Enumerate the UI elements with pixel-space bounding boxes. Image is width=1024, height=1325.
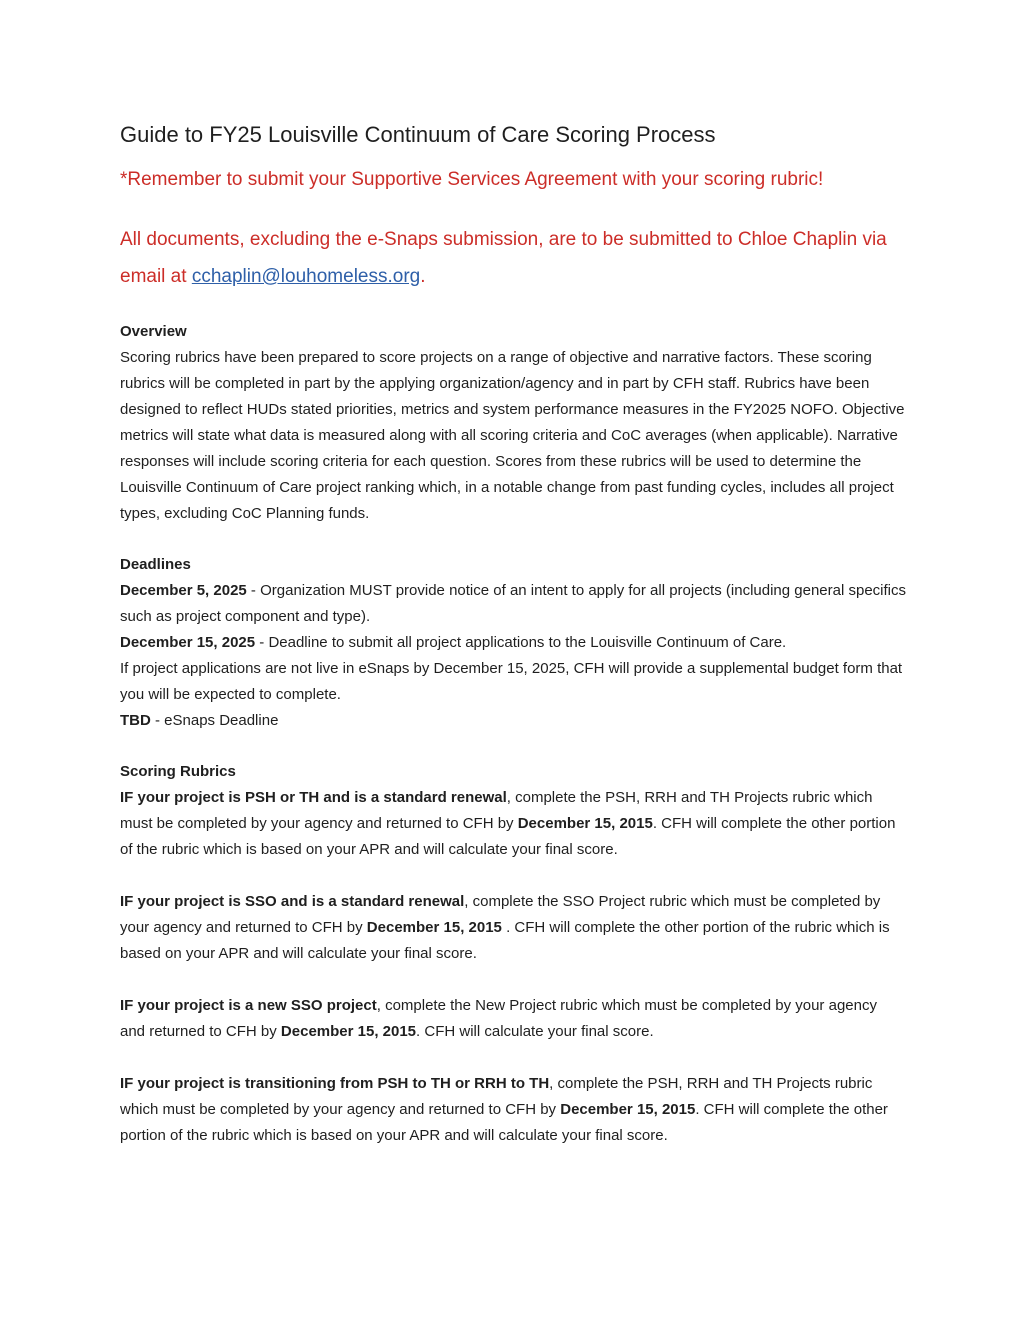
text-run: Scoring rubrics have been prepared to score projects on a range of objective and narrative factors. These scoring rubrics will be completed in part by the applying organization/agency and in part by CFH staff. Rubrics have been designed to reflect HUDs stated priorities, metrics and system performance measures in the FY2025 NOFO. Objective metrics will state what data is measured along with all scoring criteria and CoC averages (when applicable). Narrative responses will include scoring criteria for each question. Scores from these rubrics will be used to determine the Louisville Continuum of Care project ranking which, in a notable change from past funding cycles, includes all project types, excluding CoC Planning funds.	[120, 349, 905, 522]
section-heading-deadlines: Deadlines	[120, 556, 191, 573]
paragraph	[120, 708, 906, 734]
section-overview	[120, 319, 906, 527]
paragraph	[120, 889, 906, 967]
text-run: - Organization MUST provide notice of an intent to apply for all projects (including general specifics such as project component and type).	[120, 582, 906, 625]
text-run-bold: December 5, 2025	[120, 582, 247, 599]
text-run-bold: IF your project is SSO and is a standard renewal	[120, 893, 465, 910]
text-run-bold: December 15, 2015	[366, 919, 502, 936]
paragraph	[120, 785, 906, 863]
text-run-bold: IF your project is PSH or TH and is a standard renewal	[120, 789, 507, 806]
text-run-bold: December 15, 2025	[120, 634, 256, 651]
text-run-bold: TBD	[120, 712, 151, 729]
text-run-bold: December 15, 2015	[280, 1023, 417, 1040]
paragraph	[120, 656, 906, 708]
text-run-bold: IF your project is transitioning from PSH to TH or RRH to TH	[120, 1075, 550, 1092]
paragraph	[120, 1071, 906, 1149]
text-run: , complete the New Project rubric which must be completed by your	[376, 997, 829, 1014]
text-run: - eSnaps Deadline	[150, 712, 279, 729]
submission-notice-period: .	[420, 266, 426, 287]
paragraph	[120, 578, 906, 630]
text-run-bold: IF your project is a new SSO project	[120, 997, 377, 1014]
text-run: , complete the PSH, RRH and TH Projects rubric which must be completed by your agency and returned to CFH by	[120, 789, 873, 832]
text-run: agency and returned to CFH by	[120, 997, 877, 1040]
text-run: , complete the SSO Project rubric which must be completed by your agency and returned to CFH by	[120, 893, 881, 936]
section-deadlines	[120, 552, 906, 734]
document-body	[120, 319, 906, 1149]
reminder-notice: *Remember to submit your Supportive Services Agreement with your scoring rubric!	[120, 169, 824, 190]
text-run: - Deadline to submit all project applications to the Louisville Continuum of Care.	[255, 634, 787, 651]
submission-notice-text: All documents, excluding the e-Snaps submission, are to be submitted to Chloe Chaplin via email at	[120, 229, 887, 287]
text-run: . CFH will complete the other portion of the rubric which is based on your APR and will calculate your final score.	[120, 1101, 888, 1144]
text-run: . CFH will calculate your final score.	[416, 1023, 654, 1040]
text-run-bold: December 15, 2015	[560, 1101, 696, 1118]
text-run: If project applications are not live in eSnaps by December 15, 2025, CFH will provide a supplemental budget form that you will be expected to complete.	[120, 660, 903, 703]
section-scoring-rubrics	[120, 759, 906, 1149]
paragraph	[120, 345, 906, 527]
text-run: . CFH will complete the other portion of the rubric which is based on your APR and will calculate your final score.	[120, 815, 896, 858]
text-run: , complete the PSH, RRH and TH Projects rubric which must be completed by your agency and returned to CFH by	[120, 1075, 873, 1118]
text-run-bold: December 15, 2015	[517, 815, 653, 832]
page-title: Guide to FY25 Louisville Continuum of Care Scoring Process	[120, 122, 716, 147]
paragraph	[120, 630, 906, 656]
section-heading-scoring-rubrics: Scoring Rubrics	[120, 763, 236, 780]
submission-notice	[120, 221, 906, 295]
email-link[interactable]: cchaplin@louhomeless.org	[191, 266, 421, 287]
section-heading-overview: Overview	[120, 323, 187, 340]
text-run: . CFH will complete the other portion of the rubric which is based on your APR and will calculate your final score.	[120, 919, 890, 962]
paragraph	[120, 993, 906, 1045]
